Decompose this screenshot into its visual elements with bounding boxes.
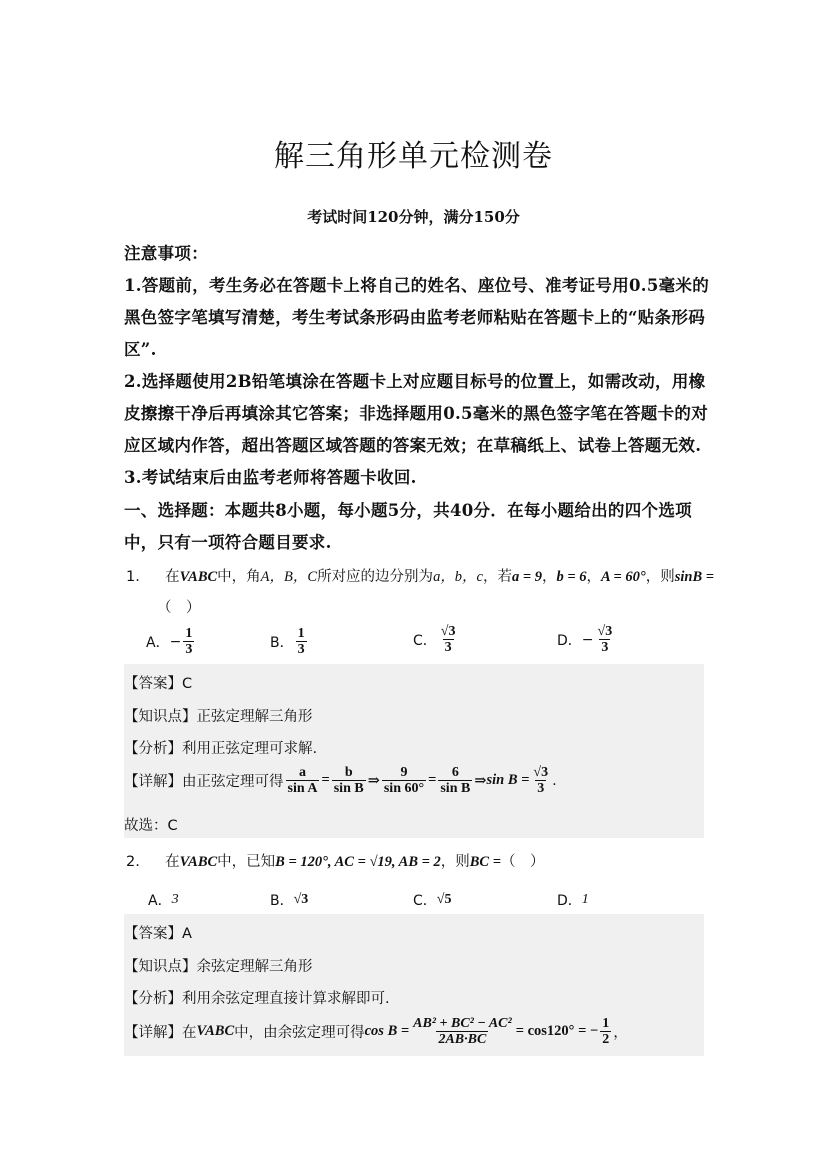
q2-answer: 【答案】A — [124, 926, 192, 942]
q2-analysis: 【分析】利用余弦定理直接计算求解即可. — [124, 991, 390, 1007]
section-heading: 一、选择题：本题共8小题，每小题5分，共40分．在每小题给出的四个选项 — [124, 501, 692, 520]
q1-paren: （ ） — [157, 600, 201, 616]
notice-line: 区”. — [124, 340, 157, 359]
q1-option-c: C． $\frac{√3}{3}$ — [413, 624, 456, 655]
q1-option-d: D． − $\frac{√3}{3}$ — [557, 624, 613, 655]
fraction: $\frac{√3}{3}$ — [597, 624, 613, 655]
notice-line: 黑色签字笔填写清楚，考生考试条形码由监考老师粘贴在答题卡上的“贴条形码 — [124, 308, 705, 327]
q1-knowledge: 【知识点】正弦定理解三角形 — [124, 709, 313, 725]
page-title: 解三角形单元检测卷 — [274, 139, 553, 174]
notice-line: 1.答题前，考生务必在答题卡上将自己的姓名、座位号、准考证号用0.5毫米的 — [124, 276, 710, 295]
q2-option-b: B． √3 — [270, 892, 309, 909]
q1-option-b: B． $\frac{1}{3}$ — [270, 626, 305, 657]
exam-subtitle: 考试时间120分钟，满分150分 — [307, 208, 520, 226]
q1-answer: 【答案】C — [124, 676, 193, 692]
fraction: $\frac{1}{3}$ — [297, 626, 305, 657]
notice-line: 应区域内作答，超出答题区域答题的答案无效；在草稿纸上、试卷上答题无效. — [124, 436, 702, 455]
notice-heading: 注意事项： — [124, 244, 208, 263]
q2-detail: 【详解】在 VABC 中，由余弦定理可得 cos B = $\frac{\text{AB² + BC² − AC²}}{2AB\cdot BC}$ = cos120° = − $\frac{1}{2}$ ， — [124, 1016, 628, 1047]
section-heading: 中，只有一项符合题目要求. — [124, 533, 332, 552]
q2-option-a: A． 3 — [148, 892, 179, 909]
fraction: $\frac{√3}{3}$ — [440, 624, 456, 655]
notice-line: 皮擦擦干净后再填涂其它答案；非选择题用0.5毫米的黑色签字笔在答题卡的对 — [124, 404, 709, 423]
q1-conclusion: 故选：C — [124, 818, 178, 834]
notice-line: 3.考试结束后由监考老师将答题卡收回. — [124, 468, 417, 487]
q1-number: 1. — [126, 569, 140, 585]
q2-stem: 2. 在VABC中，已知B = 120°, AC = √19, AB = 2，则BC =（ ） — [126, 854, 545, 870]
q1-analysis: 【分析】利用正弦定理可求解. — [124, 741, 318, 757]
q1-stem: 1. 在VABC中，角A，B，C所对应的边分别为a，b，c，若a = 9，b = 6，A = 60°，则sinB = — [126, 569, 715, 585]
q2-option-d: D． 1 — [557, 892, 589, 909]
q2-number: 2. — [126, 854, 140, 870]
q2-option-c: C． √5 — [413, 892, 452, 909]
q1-option-a: A． − $\frac{1}{3}$ — [146, 626, 193, 657]
fraction: $\frac{1}{3}$ — [185, 626, 193, 657]
q2-knowledge: 【知识点】余弦定理解三角形 — [124, 959, 313, 975]
notice-line: 2.选择题使用2B铅笔填涂在答题卡上对应题目标号的位置上，如需改动，用橡 — [124, 372, 706, 391]
q1-detail: 【详解】由正弦定理可得 $\frac{a}{\text{sin A}}$ = $\frac{b}{\text{sin B}}$ ⇒ $\frac{9}{\sin 60^\circ}$ = $\frac{6}{\text{sin B}}$ ⇒ sin B = $\frac{√3}{3}$ . — [124, 765, 557, 796]
